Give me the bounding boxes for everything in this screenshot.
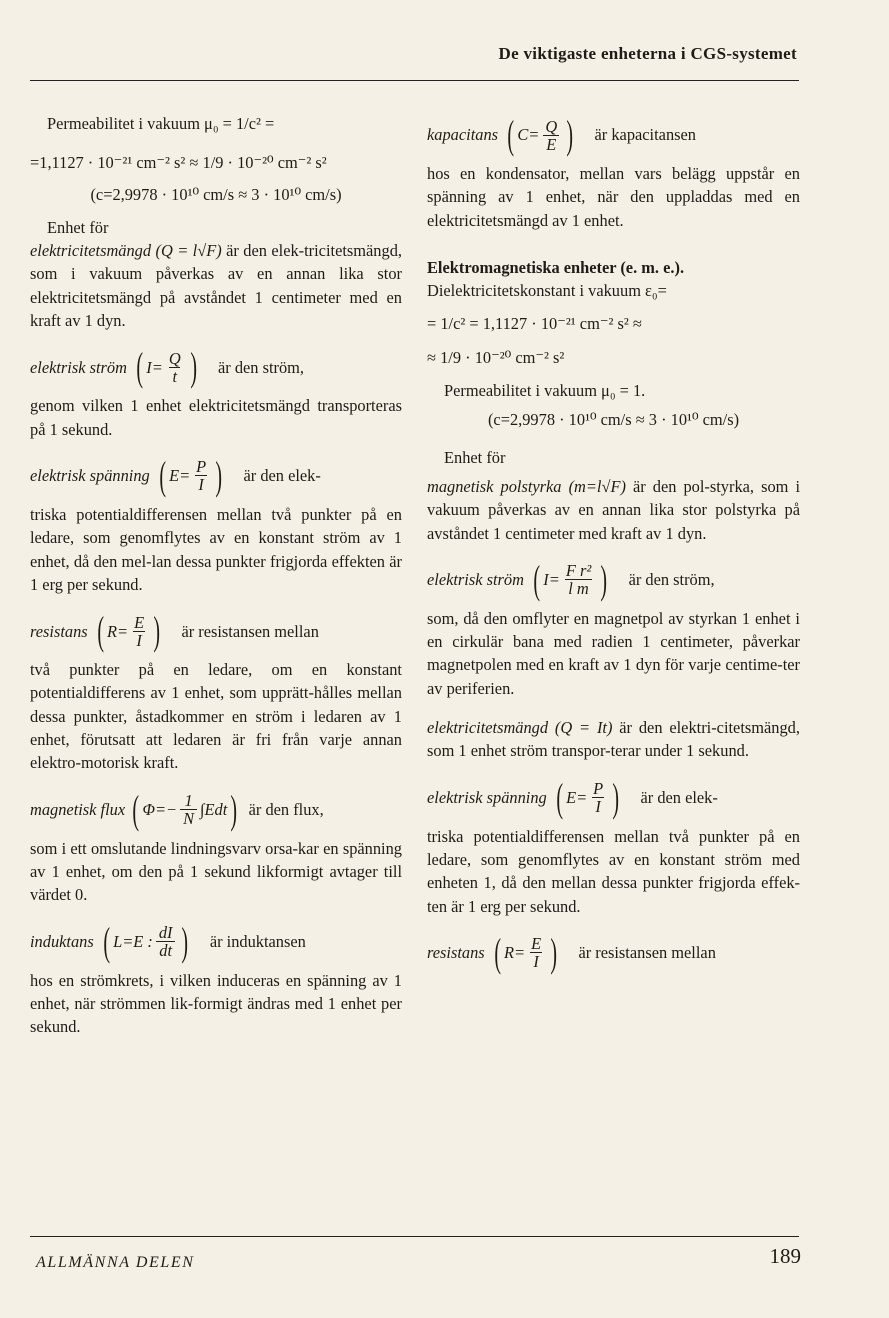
charge-definition bbox=[30, 239, 402, 332]
current-den: t bbox=[169, 367, 180, 385]
inductance-tail: är induktansen bbox=[209, 931, 306, 951]
flux-lhs: Φ=− bbox=[142, 799, 178, 819]
resistance-tail-em: är resistansen mellan bbox=[578, 943, 716, 963]
voltage-equation-em: elektrisk spänning ( E= $\frac{P}{I}$ ) är den elek- bbox=[427, 774, 718, 820]
section-title: ALLMÄNNA DELEN bbox=[36, 1254, 195, 1271]
resistance-term: resistans bbox=[30, 621, 88, 641]
current-num: Q bbox=[168, 348, 181, 368]
current-lhs: I= bbox=[146, 357, 163, 377]
inductance-num: dI bbox=[158, 923, 173, 943]
capacitance-num: Q bbox=[545, 116, 558, 136]
pole-term: magnetisk polstyrka bbox=[427, 476, 562, 496]
current-equation-em: elektrisk ström ( I= $\frac{\text{F r²}}{\text{l m}}$ ) är den ström, bbox=[427, 556, 715, 602]
current-tail-em: är den ström, bbox=[628, 570, 715, 590]
voltage-equation: elektrisk spänning ( E= $\frac{P}{I}$ ) är den elek- bbox=[30, 452, 321, 498]
voltage-lhs-em: E= bbox=[566, 787, 588, 807]
capacitance-term: kapacitans bbox=[427, 125, 499, 145]
charge-formula-em: (Q = It) bbox=[554, 718, 613, 738]
capacitance-equation: kapacitans ( C= $\frac{Q}{E}$ ) är kapacitansen bbox=[427, 112, 696, 157]
dielectric-value-2: ≈ 1/9 · 10⁻²⁰ cm⁻² s² bbox=[427, 347, 565, 367]
resistance-tail: är resistansen mellan bbox=[181, 621, 319, 641]
left-column bbox=[30, 112, 402, 1038]
charge-definition-em bbox=[427, 716, 800, 763]
voltage-lhs: E= bbox=[169, 466, 191, 486]
inductance-den: dt bbox=[156, 941, 175, 959]
current-num-em: F r² bbox=[565, 561, 592, 581]
charge-term: elektricitetsmängd bbox=[30, 241, 152, 261]
pole-formula: (m=l√F) bbox=[568, 476, 626, 496]
inductance-lhs: L=E : bbox=[113, 931, 153, 951]
capacitance-den: E bbox=[543, 135, 559, 153]
perm-value: =1,1127 · 10⁻²¹ cm⁻² s² ≈ 1/9 · 10⁻²⁰ cm⁻² s² bbox=[30, 153, 327, 173]
flux-term: magnetisk flux bbox=[30, 799, 126, 819]
current-term-em: elektrisk ström bbox=[427, 570, 524, 590]
resistance-term-em: resistans bbox=[427, 943, 485, 963]
current-equation: elektrisk ström ( I= $\frac{Q}{t}$ ) är den ström, bbox=[30, 344, 305, 390]
voltage-tail: är den elek- bbox=[243, 466, 321, 486]
voltage-den: I bbox=[195, 475, 206, 493]
footer-rule bbox=[30, 1236, 799, 1237]
em-heading: Elektromagnetiska enheter (e. m. e.). bbox=[427, 257, 685, 277]
flux-tail: är den flux, bbox=[248, 799, 324, 819]
resistance-den: I bbox=[133, 631, 144, 649]
inductance-text: hos en strömkrets, i vilken induceras en spänning av 1 enhet, när strömmen lik-formigt ändras med 1 enhet per sekund. bbox=[30, 970, 402, 1037]
voltage-num-em: P bbox=[593, 779, 604, 799]
voltage-den-em: I bbox=[592, 797, 603, 815]
current-lhs-em: I= bbox=[543, 570, 560, 590]
voltage-text-em: triska potentialdifferensen mellan två punkter på en ledare, som genomflytes av en konstant ström med enheten 1, då den mellan dessa punkter frigjorda effek-ten är 1 erg per sekund. bbox=[427, 826, 800, 916]
voltage-num: P bbox=[196, 457, 207, 477]
unit-for-heading: Enhet för bbox=[47, 217, 109, 237]
voltage-tail-em: är den elek- bbox=[640, 787, 718, 807]
resistance-equation: resistans ( R= $\frac{E}{I}$ ) är resistansen mellan bbox=[30, 608, 319, 654]
inductance-equation: induktans ( L=E : $\frac{dI}{dt}$ ) är induktansen bbox=[30, 918, 306, 964]
resistance-text: två punkter på en ledare, om en konstant potentialdifferens av 1 enhet, som upprätt-hålles mellan dessa punkter, åstadkommer en ström i ledaren av 1 enhet, förutsatt att ledaren är fri från varje annan elektro-motorisk kraft. bbox=[30, 660, 402, 773]
flux-text: som i ett omslutande lindningsvarv orsa-kar en spänning av 1 enhet, om den på 1 sekund likformigt avtager till värdet 0. bbox=[30, 838, 402, 905]
resistance-lhs-em: R= bbox=[504, 943, 526, 963]
resistance-den-em: I bbox=[530, 952, 541, 970]
c-value-em: (c=2,9978 · 10¹⁰ cm/s ≈ 3 · 10¹⁰ cm/s) bbox=[487, 410, 740, 430]
inductance-term: induktans bbox=[30, 931, 94, 951]
resistance-equation-em: resistans ( R= $\frac{E}{I}$ ) är resistansen mellan bbox=[427, 929, 716, 975]
perm-line-em: Permeabilitet i vakuum μ₀ = 1. bbox=[444, 381, 646, 401]
dielectric-value-1: = 1/c² = 1,1127 · 10⁻²¹ cm⁻² s² ≈ bbox=[427, 314, 642, 334]
flux-equation: magnetisk flux ( Φ=− $\frac{1}{N}$ ∫Edt ) är den flux, bbox=[30, 786, 324, 832]
resistance-num: E bbox=[134, 612, 145, 632]
pole-text: är den pol-styrka, som i vakuum påverkas av en annan lika stor polstyrka på avståndet 1 centimeter med kraft av 1 dyn. bbox=[427, 476, 800, 543]
current-text: genom vilken 1 enhet elektricitetsmängd transporteras på 1 sekund. bbox=[30, 396, 402, 439]
perm-line: Permeabilitet i vakuum μ₀ = 1/c² = bbox=[47, 114, 275, 133]
current-tail: är den ström, bbox=[218, 357, 305, 377]
current-term: elektrisk ström bbox=[30, 357, 127, 377]
resistance-lhs: R= bbox=[107, 621, 129, 641]
header-rule bbox=[30, 80, 799, 81]
dielectric-line: Dielektricitetskonstant i vakuum ε₀= bbox=[427, 281, 667, 301]
charge-formula: (Q = l√F) bbox=[155, 241, 222, 261]
resistance-num-em: E bbox=[531, 934, 542, 954]
capacitance-text: hos en kondensator, mellan vars belägg uppstår en spänning av 1 enhet, när den uppladdas med en elektricitetsmängd av 1 enhet. bbox=[427, 164, 800, 230]
capacitance-lhs: C= bbox=[517, 125, 540, 145]
page-number: 189 bbox=[769, 1244, 801, 1268]
capacitance-tail: är kapacitansen bbox=[594, 125, 696, 145]
flux-num: 1 bbox=[184, 791, 193, 811]
charge-text-em: är den elektri-citetsmängd, som 1 enhet ström transpor-terar under 1 sekund. bbox=[427, 718, 800, 761]
pole-definition bbox=[427, 475, 800, 545]
voltage-term-em: elektrisk spänning bbox=[427, 787, 547, 807]
right-column bbox=[427, 112, 800, 980]
charge-text: är den elek-tricitetsmängd, som i vakuum påverkas av en annan lika stor elektricitetsmängd på avståndet 1 centimeter med en kraft av 1 dyn. bbox=[30, 241, 402, 331]
charge-term-em: elektricitetsmängd bbox=[427, 718, 549, 738]
voltage-term: elektrisk spänning bbox=[30, 466, 150, 486]
c-value: (c=2,9978 · 10¹⁰ cm/s ≈ 3 · 10¹⁰ cm/s) bbox=[90, 184, 342, 204]
current-den-em: l m bbox=[565, 579, 592, 597]
unit-for-heading-em: Enhet för bbox=[444, 447, 506, 467]
voltage-text: triska potentialdifferensen mellan två punkter på en ledare, som genomflytes av en konstant ström av 1 enhet, då den mel-lan dessa punkter frigjorda effekten är 1 erg per sekund. bbox=[30, 504, 402, 594]
current-text-em: som, då den omflyter en magnetpol av styrkan 1 enhet i en cirkulär bana med radien 1 centimeter, påverkar magnetpolen med en kraft av 1 dyn för varje centime-ter av periferien. bbox=[427, 608, 800, 698]
running-title: De viktigaste enheterna i CGS-systemet bbox=[498, 44, 797, 63]
flux-rhs: ∫Edt bbox=[200, 799, 228, 819]
flux-den: N bbox=[180, 809, 197, 827]
